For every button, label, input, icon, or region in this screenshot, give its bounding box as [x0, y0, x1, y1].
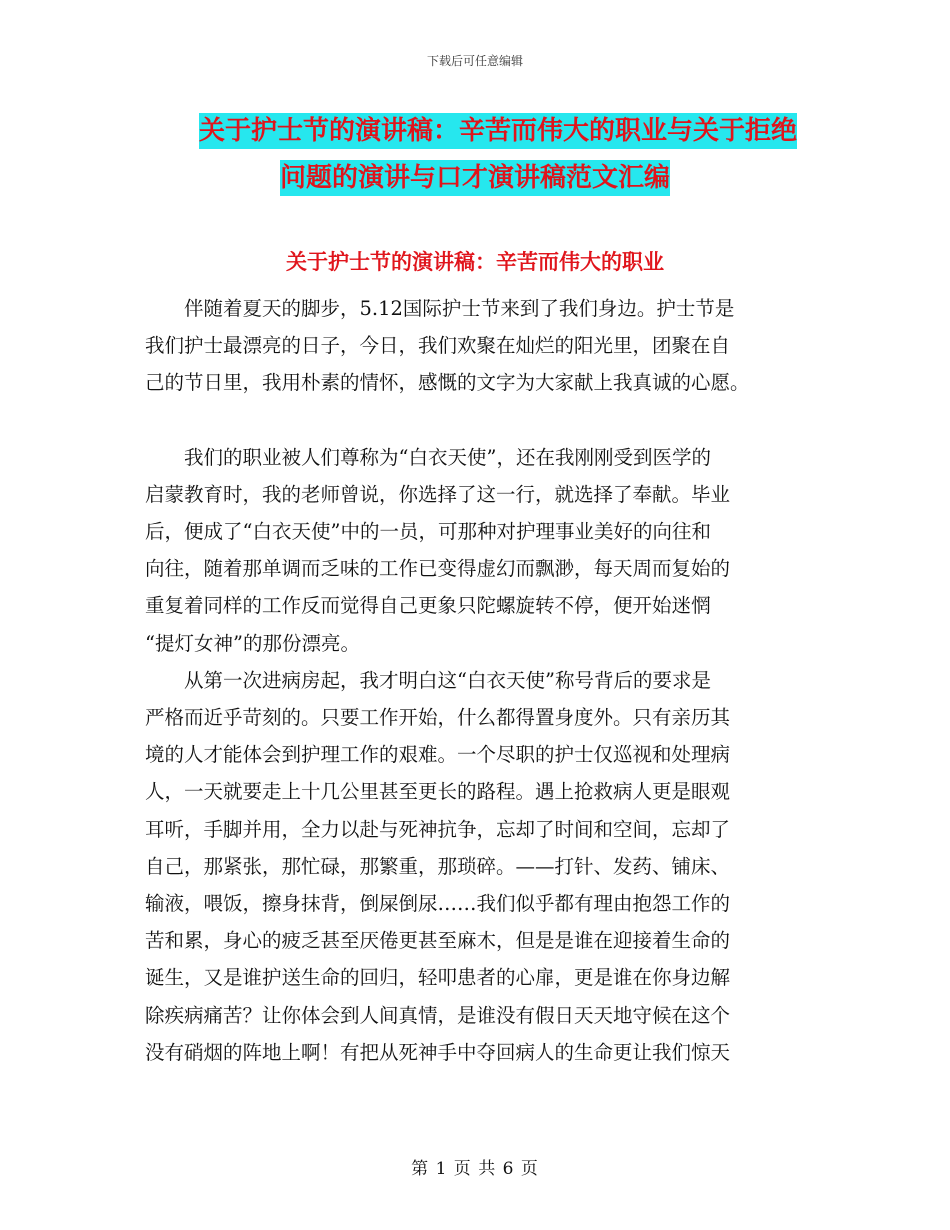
- title-line-2: 问题的演讲与口才演讲稿范文汇编: [280, 160, 670, 196]
- paragraph-line: 苦和累，身心的疲乏甚至厌倦更甚至麻木，但是是谁在迎接着生命的: [145, 929, 731, 953]
- section-title: 关于护士节的演讲稿：辛苦而伟大的职业: [286, 250, 664, 274]
- paragraph-line: 向往，随着那单调而乏味的工作已变得虚幻而飘渺，每天周而复始的: [145, 557, 731, 581]
- page-number-footer: 第 1 页 共 6 页: [411, 1159, 539, 1179]
- paragraph-line: 输液，喂饭，擦身抹背，倒屎倒尿……我们似乎都有理由抱怨工作的: [145, 892, 731, 916]
- paragraph-line: 除疾病痛苦？让你体会到人间真情，是谁没有假日天天地守候在这个: [145, 1003, 731, 1027]
- paragraph-line: 启蒙教育时，我的老师曾说，你选择了这一行，就选择了奉献。毕业: [145, 482, 731, 506]
- paragraph-line: 我们的职业被人们尊称为“白衣天使”，还在我刚刚受到医学的: [145, 445, 711, 469]
- paragraph-line: “提灯女神”的那份漂亮。: [145, 631, 360, 655]
- paragraph-line: 境的人才能体会到护理工作的艰难。一个尽职的护士仅巡视和处理病: [145, 743, 731, 767]
- paragraph-line: 人，一天就要走上十几公里甚至更长的路程。遇上抢救病人更是眼观: [145, 780, 731, 804]
- paragraph-line: 诞生，又是谁护送生命的回归，轻叩患者的心扉，更是谁在你身边解: [145, 966, 731, 990]
- title-line-1: 关于护士节的演讲稿：辛苦而伟大的职业与关于拒绝: [199, 113, 797, 149]
- paragraph-line: 后，便成了“白衣天使”中的一员，可那种对护理事业美好的向往和: [145, 520, 711, 544]
- paragraph-line: 严格而近乎苛刻的。只要工作开始，什么都得置身度外。只有亲历其: [145, 706, 731, 730]
- paragraph-line: 没有硝烟的阵地上啊！有把从死神手中夺回病人的生命更让我们惊天: [145, 1040, 731, 1064]
- paragraph-line: 己的节日里，我用朴素的情怀，感慨的文字为大家献上我真诚的心愿。: [145, 371, 750, 395]
- paragraph-line: 伴随着夏天的脚步，5.12国际护士节来到了我们身边。护士节是: [145, 297, 735, 320]
- document-title: [0, 108, 950, 202]
- paragraph-line: 我们护士最漂亮的日子，今日，我们欢聚在灿烂的阳光里，团聚在自: [145, 334, 731, 358]
- paragraph-line: 重复着同样的工作反而觉得自己更象只陀螺旋转不停，便开始迷惘: [145, 594, 711, 618]
- paragraph-gap: [145, 402, 805, 439]
- header-note: 下载后可任意编辑: [426, 54, 523, 68]
- paragraph-line: 自己，那紧张，那忙碌，那繁重，那琐碎。——打针、发药、铺床、: [145, 854, 731, 878]
- paragraph-line: 从第一次进病房起，我才明白这“白衣天使”称号背后的要求是: [145, 668, 711, 692]
- paragraph-line: 耳听，手脚并用，全力以赴与死神抗争，忘却了时间和空间，忘却了: [145, 817, 731, 841]
- body-text: [145, 290, 805, 1071]
